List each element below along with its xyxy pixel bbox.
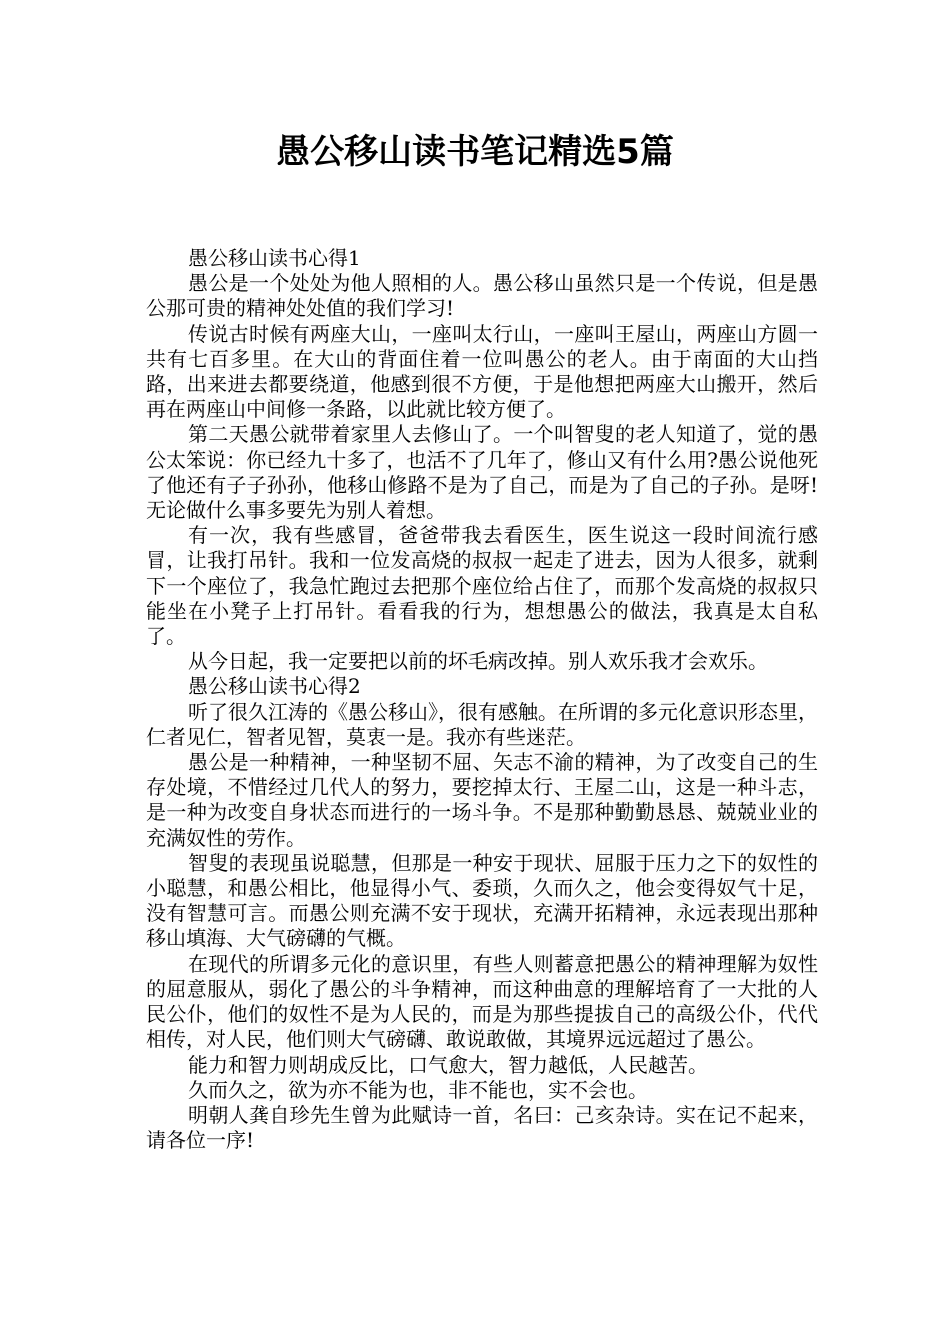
document-body [146, 246, 818, 1153]
paragraph: 智叟的表现虽说聪慧，但那是一种安于现状、屈服于压力之下的奴性的小聪慧，和愚公相比，他显得小气、委琐，久而久之，他会变得奴气十足，没有智慧可言。而愚公则充满不安于现状，充满开拓精神，永远表现出那种移山填海、大气磅礴的气概。 [146, 850, 818, 951]
paragraph: 明朝人龚自珍先生曾为此赋诗一首，名曰：己亥杂诗。实在记不起来，请各位一序! [146, 1102, 818, 1153]
paragraph: 愚公是一个处处为他人照相的人。愚公移山虽然只是一个传说，但是愚公那可贵的精神处处值的我们学习! [146, 271, 818, 321]
paragraph: 有一次，我有些感冒，爸爸带我去看医生，医生说这一段时间流行感冒，让我打吊针。我和一位发高烧的叔叔一起走了进去，因为人很多，就剩下一个座位了，我急忙跑过去把那个座位给占住了，而那个发高烧的叔叔只能坐在小凳子上打吊针。看看我的行为，想想愚公的做法，我真是太自私了。 [146, 523, 818, 649]
paragraph: 从今日起，我一定要把以前的坏毛病改掉。别人欢乐我才会欢乐。 [188, 649, 768, 674]
paragraph: 传说古时候有两座大山，一座叫太行山，一座叫王屋山，两座山方圆一共有七百多里。在大山的背面住着一位叫愚公的老人。由于南面的大山挡路，出来进去都要绕道，他感到很不方便，于是他想把两座大山搬开，然后再在两座山中间修一条路，以此就比较方便了。 [146, 321, 818, 422]
document-title: 愚公移山读书笔记精选5篇 [276, 132, 674, 172]
paragraph: 愚公是一种精神，一种坚韧不屈、矢志不渝的精神，为了改变自己的生存处境，不惜经过几代人的努力，要挖掉太行、王屋二山，这是一种斗志，是一种为改变自身状态而进行的一场斗争。不是那种勤勤恳恳、兢兢业业的充满奴性的劳作。 [146, 750, 818, 850]
section-heading-1: 愚公移山读书心得1 [188, 246, 361, 270]
section-heading-2: 愚公移山读书心得2 [188, 674, 361, 699]
paragraph: 能力和智力则胡成反比，口气愈大，智力越低，人民越苦。 [188, 1052, 708, 1077]
paragraph: 久而久之，欲为亦不能为也，非不能也，实不会也。 [188, 1077, 648, 1102]
paragraph: 第二天愚公就带着家里人去修山了。一个叫智叟的老人知道了，觉的愚公太笨说：你已经九十多了，也活不了几年了，修山又有什么用?愚公说他死了他还有子子孙孙，他移山修路不是为了自己，而是为了自己的子孙。是呀!无论做什么事多要先为别人着想。 [146, 422, 818, 523]
paragraph: 在现代的所谓多元化的意识里，有些人则蓄意把愚公的精神理解为奴性的屈意服从，弱化了愚公的斗争精神，而这种曲意的理解培育了一大批的人民公仆，他们的奴性不是为人民的，而是为那些提拔自己的高级公仆，代代相传，对人民，他们则大气磅礴、敢说敢做，其境界远远超过了愚公。 [146, 951, 818, 1052]
paragraph: 听了很久江涛的《愚公移山》，很有感触。在所谓的多元化意识形态里，仁者见仁，智者见智，莫衷一是。我亦有些迷茫。 [146, 699, 818, 749]
